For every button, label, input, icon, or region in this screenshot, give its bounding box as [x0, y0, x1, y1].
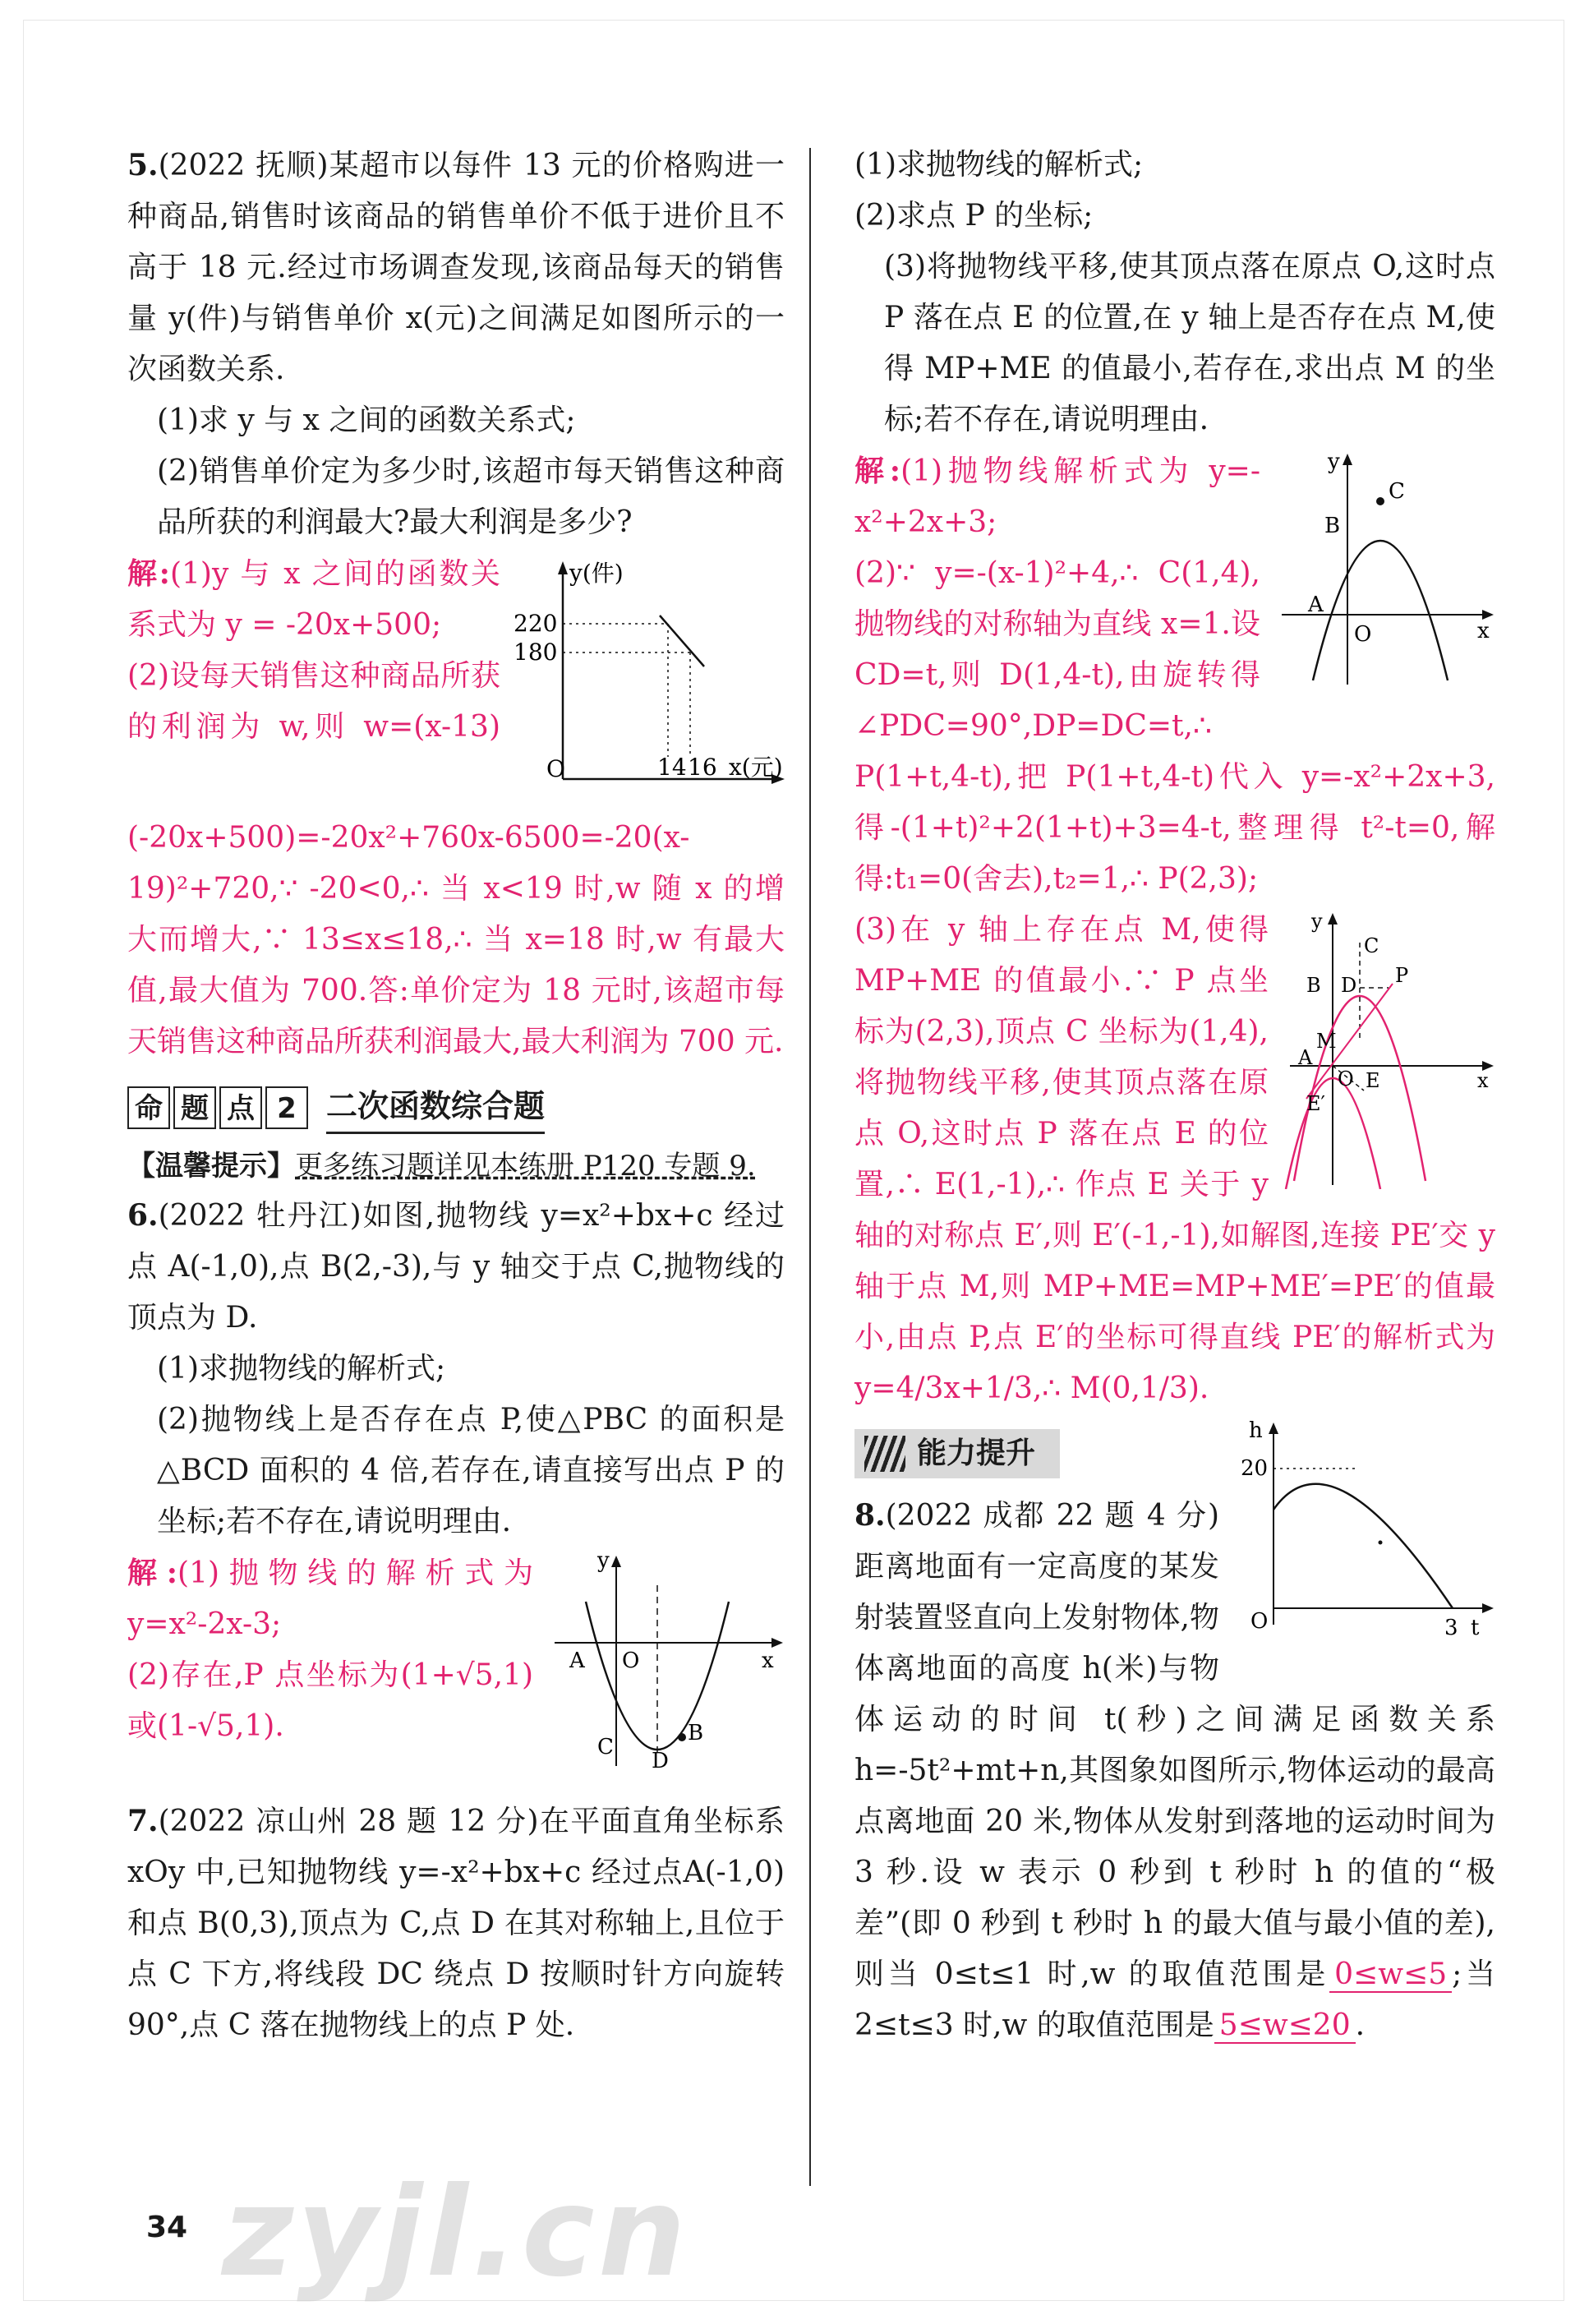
- left-column: [127, 140, 785, 2051]
- svg-text:O: O: [1354, 622, 1372, 647]
- origin-label: O: [546, 755, 565, 782]
- q7-solution-1: 解:(1)抛物线解析式为 y=-x²+2x+3;: [854, 454, 1261, 539]
- svg-text:C: C: [1364, 934, 1379, 957]
- svg-text:3: 3: [1444, 1616, 1458, 1640]
- svg-text:B: B: [1324, 514, 1341, 538]
- stripes-icon: [864, 1436, 905, 1472]
- q8-graph: [1232, 1419, 1495, 1658]
- watermark: zyjl.cn: [222, 2161, 689, 2304]
- q7-graph-2: [1282, 910, 1495, 1206]
- q5-sub2: (2)销售单价定为多少时,该超市每天销售这种商品所获的利润最大?最大利润是多少?: [157, 454, 785, 539]
- svg-text:O: O: [622, 1648, 640, 1673]
- svg-text:C: C: [597, 1735, 614, 1759]
- q6-solution-1: 解:(1)抛物线的解析式为 y=x²-2x-3;: [127, 1556, 533, 1641]
- q5-solution-1: 解:(1)y 与 x 之间的函数关系式为 y = -20x+500;: [127, 556, 500, 642]
- parabola-curve: [1313, 541, 1448, 680]
- svg-text:P: P: [1395, 964, 1409, 987]
- q5-graph: [514, 553, 785, 808]
- svg-text:h: h: [1249, 1419, 1263, 1443]
- section-box-2: 题: [173, 1086, 216, 1129]
- svg-text:y: y: [1328, 450, 1340, 474]
- section-title: 二次函数综合题: [326, 1081, 545, 1134]
- svg-text:O: O: [1250, 1609, 1269, 1634]
- right-column: [854, 140, 1495, 2051]
- q5-sub1: (1)求 y 与 x 之间的函数关系式;: [157, 403, 576, 437]
- q6-sub1: (1)求抛物线的解析式;: [157, 1352, 446, 1386]
- svg-text:B: B: [688, 1721, 704, 1745]
- svg-text:t: t: [1471, 1616, 1480, 1640]
- svg-text:y: y: [597, 1552, 610, 1573]
- q7-solution-3: (3)在 y 轴上存在点 M,使得 MP+ME 的值最小.∵ P 点坐标为(2,3),顶点 C 坐标为(1,4),将抛物线平移,使其顶点落在原点 O,这时点 P 落在点 E 的位置,∴ E(1,-1),∴ 作点 E 关于 y 轴的对称点 E′,则 E′(-1,-1),如解图,连接 PE′交 y 轴于点 M,则 MP+ME=MP+ME′=PE′的值最小,由点 P,点 E′的坐标可得直线 PE′的解析式为 y=4/3x+1/3,∴ M(0,1/3).: [854, 913, 1495, 1405]
- svg-text:O: O: [1338, 1067, 1354, 1091]
- section-header: [127, 1081, 785, 1134]
- sales-line: [660, 616, 704, 666]
- svg-text:E′: E′: [1306, 1092, 1325, 1115]
- q8-height-time-graph: [1232, 1419, 1495, 1641]
- page-number: 34: [146, 2211, 188, 2244]
- svg-text:x: x: [1477, 619, 1490, 643]
- q8-answer-2: 5≤w≤20: [1214, 2008, 1356, 2044]
- section-box-3: 点: [219, 1086, 262, 1129]
- q5-number: 5.: [127, 148, 159, 182]
- y-tick-220: 220: [514, 610, 558, 637]
- section-box-1: 命: [127, 1086, 170, 1129]
- q8-stem: 8.(2022 成都 22 题 4 分)距离地面有一定高度的某发射装置竖直向上发射物体,物体离地面的高度 h(米)与物体运动的时间 t(秒)之间满足函数关系 h=-5t²+mt+n,其图象如图所示,物体运动的最高点离地面 20 米,物体从发射到落地的运动时间为 3 秒.设 w 表示 0 秒到 t 秒时 h 的值的“极差”(即 0 秒到 t 秒时 h 的最大值与最小值的差),则当 0≤t≤1 时,w 的取值范围是 0≤w≤5 ;当 2≤t≤3 时,w 的取值范围是 5≤w≤20 .: [854, 1498, 1495, 2042]
- svg-text:E: E: [1366, 1069, 1380, 1092]
- y-axis-label: y(件): [569, 560, 624, 587]
- section-box-4: 2: [265, 1086, 308, 1129]
- q7-sub2: (2)求点 P 的坐标;: [854, 199, 1094, 233]
- svg-text:D: D: [652, 1749, 669, 1773]
- ability-banner: [854, 1429, 1060, 1478]
- svg-text:D: D: [1341, 974, 1357, 997]
- q6-parabola-graph: [546, 1552, 785, 1774]
- q5-linear-graph: [514, 553, 785, 791]
- q7-sub1: (1)求抛物线的解析式;: [854, 148, 1144, 182]
- q6-stem: 6.(2022 牡丹江)如图,抛物线 y=x²+bx+c 经过点 A(-1,0),点 B(2,-3),与 y 轴交于点 C,抛物线的顶点为 D.: [127, 1198, 785, 1335]
- svg-text:M: M: [1316, 1030, 1337, 1053]
- q7-sub3: (3)将抛物线平移,使其顶点落在原点 O,这时点 P 落在点 E 的位置,在 y 轴上是否存在点 M,使得 MP+ME 的值最小,若存在,求出点 M 的坐标;若不存在,请说明理由.: [884, 250, 1495, 436]
- height-curve: [1274, 1484, 1453, 1608]
- svg-text:x: x: [762, 1648, 774, 1673]
- svg-text:C: C: [1389, 479, 1405, 504]
- ability-title: 能力提升: [917, 1436, 1036, 1470]
- q7-graph-1: [1274, 450, 1495, 705]
- q5-solution-2: (2)设每天销售这种商品所获的利润为 w,则 w=(x-13)(-20x+500)=-20x²+760x-6500=-20(x-19)²+720,∵ -20<0,∴ 当 x<19 时,w 随 x 的增大而增大,∵ 13≤x≤18,∴ 当 x=18 时,w 有最大值,最大值为 700.答:单价定为 18 元时,该超市每天销售这种商品所获利润最大,最大利润为 700 元.: [127, 659, 785, 1058]
- y-tick-180: 180: [514, 639, 558, 666]
- q5-stem: 5.(2022 抚顺)某超市以每件 13 元的价格购进一种商品,销售时该商品的销售单价不低于进价且不高于 18 元.经过市场调查发现,该商品每天的销售量 y(件)与销售单价 x(元)之间满足如图所示的一次函数关系.: [127, 148, 785, 386]
- q8-answer-1: 0≤w≤5: [1329, 1957, 1452, 1993]
- column-divider: [809, 148, 811, 2186]
- svg-text:A: A: [1308, 593, 1324, 617]
- svg-text:x: x: [1477, 1069, 1489, 1092]
- svg-text:y: y: [1311, 910, 1323, 933]
- svg-text:20: 20: [1241, 1456, 1269, 1481]
- q6-graph: [546, 1552, 785, 1791]
- q7-solution-2: (2)∵ y=-(x-1)²+4,∴ C(1,4),抛物线的对称轴为直线 x=1.设 CD=t,则 D(1,4-t),由旋转得∠PDC=90°,DP=DC=t,∴ P(1+t,4-t),把 P(1+t,4-t)代入 y=-x²+2x+3,得-(1+t)²+2(1+t)+3=4-t,整理得 t²-t=0,解得:t₁=0(舍去),t₂=1,∴ P(2,3);: [854, 556, 1496, 896]
- q7-parabola-graph: [1274, 450, 1495, 689]
- q6-sub2: (2)抛物线上是否存在点 P,使△PBC 的面积是△BCD 面积的 4 倍,若存在,请直接写出点 P 的坐标;若不存在,请说明理由.: [157, 1403, 785, 1538]
- svg-text:A: A: [1298, 1046, 1313, 1069]
- x-axis-label: x(元): [729, 754, 783, 781]
- q7-solution-graph: [1282, 910, 1495, 1189]
- svg-text:B: B: [1306, 974, 1321, 997]
- x-tick-16: 16: [688, 754, 717, 781]
- x-tick-14: 14: [657, 754, 687, 781]
- q6-solution-2: (2)存在,P 点坐标为(1+√5,1)或(1-√5,1).: [127, 1658, 533, 1743]
- tip: 【温馨提示】更多练习题详见本练册 P120 专题 9.: [127, 1150, 756, 1183]
- svg-text:A: A: [569, 1648, 585, 1673]
- q7-stem: 7.(2022 凉山州 28 题 12 分)在平面直角坐标系 xOy 中,已知抛物线 y=-x²+bx+c 经过点A(-1,0)和点 B(0,3),顶点为 C,点 D 在其对称轴上,且位于点 C 下方,将线段 DC 绕点 D 按顺时针方向旋转 90°,点 C 落在抛物线上的点 P 处.: [127, 1804, 785, 2042]
